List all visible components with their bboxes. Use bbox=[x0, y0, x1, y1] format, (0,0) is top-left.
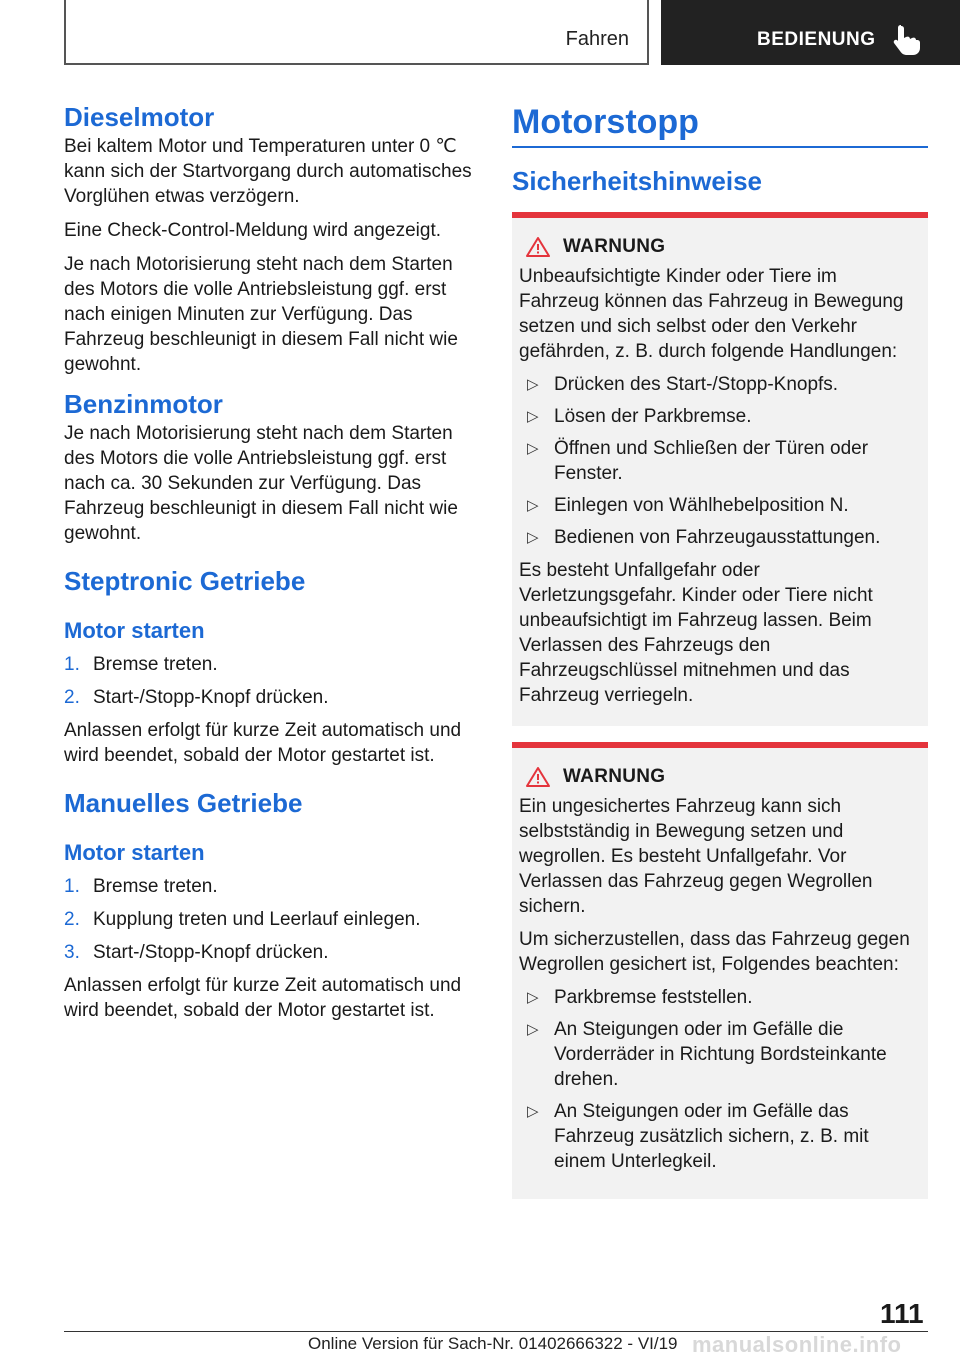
step-text: Bremse treten. bbox=[93, 876, 218, 897]
warning-outro: Es besteht Unfallgefahr oder Verletzungsgefahr. Kinder oder Tiere nicht unbeaufsichtigt im Fahrzeug lassen. Beim Verlassen des Fahrzeugs den Fahrzeugschlüssel mitnehmen und das Fahrzeug verriegeln. bbox=[519, 560, 873, 706]
list-item bbox=[64, 907, 479, 932]
warning-list bbox=[519, 372, 921, 550]
benzin-paragraph: Je nach Motorisierung steht nach dem Starten des Motors die volle Antriebsleistung ggf. erst nach ca. 30 Sekunden zur Verfügung. Das Fahrzeug beschleunigt in diesem Fall nicht wie gewohnt. bbox=[64, 423, 458, 544]
warning-label: WARNUNG bbox=[563, 236, 666, 257]
list-item: ▷ Parkbremse feststellen. bbox=[519, 985, 921, 1010]
online-version-text: Online Version für Sach-Nr. 01402666322 - VI/19 bbox=[308, 1334, 678, 1353]
diesel-paragraph-3: Je nach Motorisierung steht nach dem Starten des Motors die volle Antriebsleistung ggf. erst nach einigen Minuten zur Verfügung. Das Fahrzeug beschleunigt in diesem Fall nicht wie gewohnt. bbox=[64, 254, 458, 375]
step-number: 2. bbox=[64, 687, 80, 708]
manual-steps bbox=[64, 874, 479, 965]
warning-triangle-icon bbox=[525, 236, 551, 258]
steptronic-note: Anlassen erfolgt für kurze Zeit automatisch und wird beendet, sobald der Motor gestartet ist. bbox=[64, 720, 462, 766]
step-text: Start-/Stopp-Knopf drücken. bbox=[93, 942, 329, 963]
warning-box-1 bbox=[512, 212, 928, 726]
list-item: ▷ An Steigungen oder im Gefälle das Fahrzeug zusätzlich sichern, z. B. mit einem Unterlegkeil. bbox=[519, 1099, 921, 1174]
pointing-hand-icon bbox=[891, 24, 921, 56]
step-number: 1. bbox=[64, 654, 80, 675]
header-chapter-tab bbox=[661, 0, 960, 65]
title-divider bbox=[512, 146, 928, 148]
list-item bbox=[64, 940, 479, 965]
list-item bbox=[64, 874, 479, 899]
list-item: ▷ Bedienen von Fahrzeugausstattungen. bbox=[519, 525, 921, 550]
warning-label: WARNUNG bbox=[563, 766, 666, 787]
heading-benzinmotor: Benzinmotor bbox=[64, 389, 223, 419]
subheading-motor-starten-steptronic: Motor starten bbox=[64, 618, 205, 643]
step-number: 2. bbox=[64, 909, 80, 930]
list-item: ▷ An Steigungen oder im Gefälle die Vorderräder in Richtung Bordsteinkante drehen. bbox=[519, 1017, 921, 1092]
step-text: Start-/Stopp-Knopf drücken. bbox=[93, 687, 329, 708]
right-column bbox=[512, 100, 928, 1215]
diesel-paragraph-1: Bei kaltem Motor und Temperaturen unter 0 ℃ kann sich der Startvorgang durch automatisches Vorglühen etwas verzögern. bbox=[64, 136, 472, 207]
list-item bbox=[64, 685, 479, 710]
subheading-motor-starten-manual: Motor starten bbox=[64, 840, 205, 865]
warning-header bbox=[519, 236, 921, 258]
warning-triangle-icon bbox=[525, 766, 551, 788]
page-title: Motorstopp bbox=[512, 103, 699, 141]
warning-intro-2: Um sicherzustellen, dass das Fahrzeug gegen Wegrollen gesichert ist, Folgendes beachten: bbox=[519, 929, 910, 975]
diesel-paragraph-2: Eine Check-Control-Meldung wird angezeigt. bbox=[64, 220, 442, 241]
heading-manuelles-getriebe: Manuelles Getriebe bbox=[64, 788, 303, 818]
left-column bbox=[64, 100, 479, 1032]
heading-sicherheitshinweise: Sicherheitshinweise bbox=[512, 166, 762, 196]
step-text: Kupplung treten und Leerlauf einlegen. bbox=[93, 909, 421, 930]
list-item: ▷ Öffnen und Schließen der Türen oder Fenster. bbox=[519, 436, 921, 486]
list-item: ▷ Lösen der Parkbremse. bbox=[519, 404, 921, 429]
list-item: ▷ Drücken des Start-/Stopp-Knopfs. bbox=[519, 372, 921, 397]
warning-header bbox=[519, 766, 921, 788]
steptronic-steps bbox=[64, 652, 479, 710]
warning-box-2 bbox=[512, 742, 928, 1199]
section-title: Fahren bbox=[565, 28, 629, 50]
list-item bbox=[64, 652, 479, 677]
warning-intro: Ein ungesichertes Fahrzeug kann sich selbstständig in Bewegung setzen und wegrollen. Es besteht Unfallgefahr. Vor Verlassen das Fahrzeug gegen Wegrollen sichern. bbox=[519, 796, 873, 917]
chapter-title: BEDIENUNG bbox=[757, 29, 876, 50]
step-number: 1. bbox=[64, 876, 80, 897]
heading-dieselmotor: Dieselmotor bbox=[64, 102, 215, 132]
step-text: Bremse treten. bbox=[93, 654, 218, 675]
list-item: ▷ Einlegen von Wählhebelposition N. bbox=[519, 493, 921, 518]
warning-intro: Unbeaufsichtigte Kinder oder Tiere im Fahrzeug können das Fahrzeug in Bewegung setzen und sich selbst oder den Verkehr gefährden, z. B. durch folgende Handlungen: bbox=[519, 266, 904, 362]
manual-note: Anlassen erfolgt für kurze Zeit automatisch und wird beendet, sobald der Motor gestartet ist. bbox=[64, 975, 462, 1021]
step-number: 3. bbox=[64, 942, 80, 963]
heading-steptronic: Steptronic Getriebe bbox=[64, 566, 306, 596]
watermark: manualsonline.info bbox=[692, 1332, 902, 1357]
header-section-box bbox=[64, 0, 649, 65]
warning-list bbox=[519, 985, 921, 1174]
page-number: 111 bbox=[880, 1298, 924, 1329]
